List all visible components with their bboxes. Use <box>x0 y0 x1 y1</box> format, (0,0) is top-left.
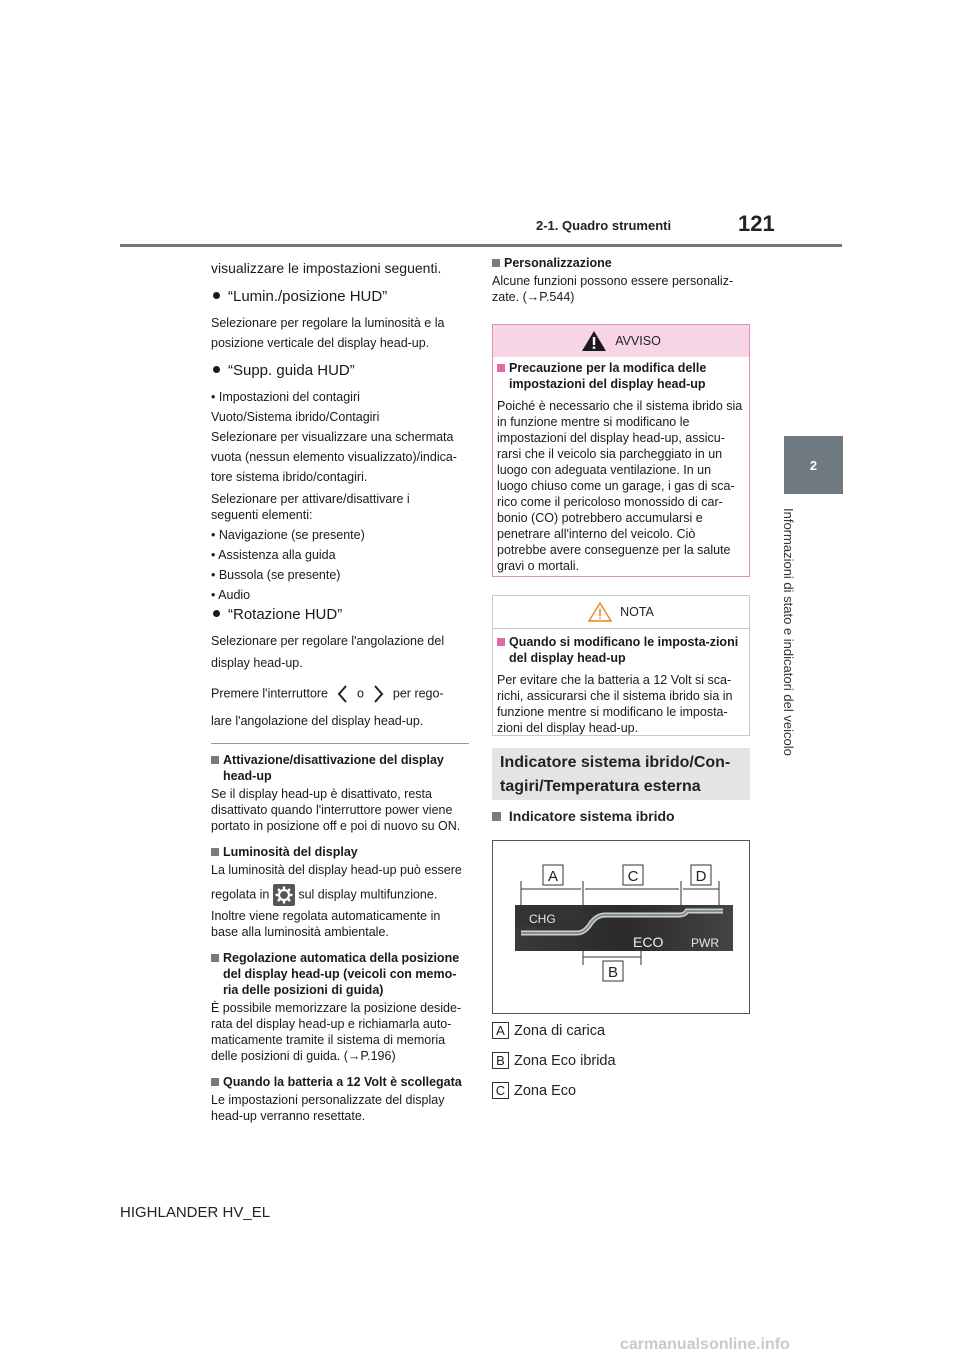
rot-line-1: Selezionare per regolare l'angolazione del <box>211 634 445 648</box>
subsection-head <box>211 1074 469 1090</box>
chapter-tab: 2 <box>784 436 843 494</box>
rot-per: per rego- <box>392 686 444 701</box>
subsection-body: Alcune funzioni possono essere personaliz-zate. (→P.544) <box>492 274 734 304</box>
subsection-head-text: Quando la batteria a 12 Volt è scollegata <box>223 1075 462 1089</box>
note-body: Per evitare che la batteria a 12 Volt si sca-richi, assicurarsi che il sistema ibrido sia in funzione mentre si modificano le imposta-zioni del display head-up. <box>497 673 733 735</box>
label-a: A <box>547 868 559 885</box>
label-c: C <box>627 868 639 885</box>
subsection-body: Le impostazioni personalizzate del display head-up verranno resettate. <box>211 1093 445 1123</box>
pwr-label: PWR <box>691 936 719 950</box>
divider <box>211 743 469 744</box>
square-bullet-icon <box>492 812 501 821</box>
bullet-lumin <box>211 287 469 307</box>
legend-item-b <box>492 1052 616 1069</box>
list-item: • Audio <box>211 588 251 602</box>
list-item: • Assistenza alla guida <box>211 548 336 562</box>
gear-icon <box>273 884 295 906</box>
settings-line <box>211 884 469 906</box>
square-bullet-icon <box>211 756 219 764</box>
supp-line-3: vuota (nessun elemento visualizzato)/indica- <box>211 450 457 464</box>
chapter-title-text: Informazioni di stato e indicatori del veicolo <box>781 508 796 756</box>
square-bullet-icon <box>211 1078 219 1086</box>
subsection-body: È possibile memorizzare la posizione deside-rata del display head-up e richiamarla auto-maticamente tramite il sistema di memoria delle posizioni di guida. (→P.196) <box>211 1001 462 1063</box>
bullet-rot-title: “Rotazione HUD” <box>228 606 343 623</box>
page-number: 121 <box>738 211 775 236</box>
subsection-head-text: Attivazione/disattivazione del display head-up <box>223 753 444 783</box>
chg-label: CHG <box>529 912 556 926</box>
supp-sub-bullet: • Impostazioni del contagiri <box>211 390 360 404</box>
section-heading: Indicatore sistema ibrido/Con-tagiri/Temperatura esterna <box>492 748 750 800</box>
bullet-dot-icon <box>213 610 220 617</box>
chevron-left-icon <box>332 683 354 705</box>
warning-title: AVVISO <box>615 334 661 348</box>
intro-text: visualizzare le impostazioni seguenti. <box>211 260 442 276</box>
legend-item-c <box>492 1082 576 1099</box>
label-b: B <box>607 964 619 981</box>
settings-pre: regolata in <box>211 887 270 902</box>
subsection-head <box>211 950 469 998</box>
square-bullet-icon <box>497 364 505 372</box>
legend-text: Zona Eco <box>514 1082 577 1099</box>
chevron-right-icon <box>367 683 389 705</box>
rot-line-2: display head-up. <box>211 656 303 670</box>
right-column <box>492 255 750 305</box>
rot-premere: Premere l'interruttore <box>211 686 329 701</box>
supp-line-5: Selezionare per attivare/disattivare i seguenti elementi: <box>211 492 410 522</box>
lumin-line-2: posizione verticale del display head-up. <box>211 336 430 350</box>
subsection-head <box>492 255 750 271</box>
square-bullet-icon <box>492 259 500 267</box>
lumin-line-1: Selezionare per regolare la luminosità e la <box>211 316 445 330</box>
supp-line-4: tore sistema ibrido/contagiri. <box>211 470 368 484</box>
note-title-bar <box>493 596 749 629</box>
legend-key: C <box>492 1082 509 1099</box>
bullet-lumin-title: “Lumin./posizione HUD” <box>228 288 388 305</box>
bullet-dot-icon <box>213 292 220 299</box>
hybrid-indicator-diagram <box>493 841 749 1013</box>
legend-text: Zona di carica <box>514 1022 606 1039</box>
bullet-dot-icon <box>213 366 220 373</box>
subsection-body: Se il display head-up è disattivato, resta disattivato quando l'interruttore power viene portato in posizione off e poi di nuovo su ON. <box>211 787 461 833</box>
list-item: • Navigazione (se presente) <box>211 528 365 542</box>
subsection-head-text: Personalizzazione <box>504 256 612 270</box>
subsection-head-text: Luminosità del display <box>223 845 358 859</box>
rot-or: o <box>356 686 364 701</box>
supp-line-2: Selezionare per visualizzare una schermata <box>211 430 454 444</box>
subsection-head <box>211 752 469 784</box>
warning-title-bar <box>493 325 749 357</box>
subsection-title-text: Indicatore sistema ibrido <box>508 808 675 824</box>
label-d: D <box>695 868 707 885</box>
subsection-title <box>492 808 675 824</box>
warning-head-text: Precauzione per la modifica delle impostazioni del display head-up <box>509 361 707 391</box>
subsection-body: Inoltre viene regolata automaticamente in base alla luminosità ambientale. <box>211 909 441 939</box>
hybrid-indicator-figure <box>492 840 750 1014</box>
warning-triangle-icon <box>581 330 607 352</box>
note-head-text: Quando si modificano le imposta-zioni del display head-up <box>509 635 739 665</box>
note-head <box>497 634 745 666</box>
warning-box <box>492 324 750 577</box>
rot-switch-line <box>211 683 469 705</box>
note-box <box>492 595 750 736</box>
subsection-head-text: Regolazione automatica della posizione del display head-up (veicoli con memo-ria delle posizioni di guida) <box>223 951 460 997</box>
bullet-supp-title: “Supp. guida HUD” <box>228 362 355 379</box>
bullet-rot <box>211 605 469 625</box>
note-title: NOTA <box>620 605 654 619</box>
subsection-body: La luminosità del display head-up può essere <box>211 863 462 877</box>
eco-label: ECO <box>633 934 664 950</box>
square-bullet-icon <box>211 954 219 962</box>
legend-key: A <box>492 1022 509 1039</box>
legend-key: B <box>492 1052 509 1069</box>
header-rule <box>120 244 842 247</box>
list-item: • Bussola (se presente) <box>211 568 341 582</box>
settings-post: sul display multifunzione. <box>298 887 438 902</box>
rot-line-3: lare l'angolazione del display head-up. <box>211 714 424 728</box>
footer-model: HIGHLANDER HV_EL <box>120 1204 271 1221</box>
left-column <box>211 255 469 1124</box>
bullet-supp <box>211 361 469 381</box>
watermark: carmanualsonline.info <box>620 1336 790 1353</box>
chapter-title <box>756 508 836 768</box>
caution-triangle-icon <box>588 601 612 623</box>
section-title: 2-1. Quadro strumenti <box>536 218 672 233</box>
warning-head <box>497 360 745 392</box>
square-bullet-icon <box>497 638 505 646</box>
supp-line-1: Vuoto/Sistema ibrido/Contagiri <box>211 410 380 424</box>
legend-text: Zona Eco ibrida <box>514 1052 616 1069</box>
legend-item-a <box>492 1022 605 1039</box>
subsection-head <box>211 844 469 860</box>
warning-body: Poiché è necessario che il sistema ibrido sia in funzione mentre si modificano le impostazioni del display head-up, assicu-rarsi che il veicolo sia parcheggiato in un luogo con adeguata ventilazione. In un luogo chiuso come un garage, i gas di sca-rico come il pericoloso monossido di car-bonio (CO) potrebbero accumularsi e penetrare all'interno del veicolo. Ciò potrebbe avere conseguenze per la salute gravi o mortali. <box>497 399 743 573</box>
square-bullet-icon <box>211 848 219 856</box>
